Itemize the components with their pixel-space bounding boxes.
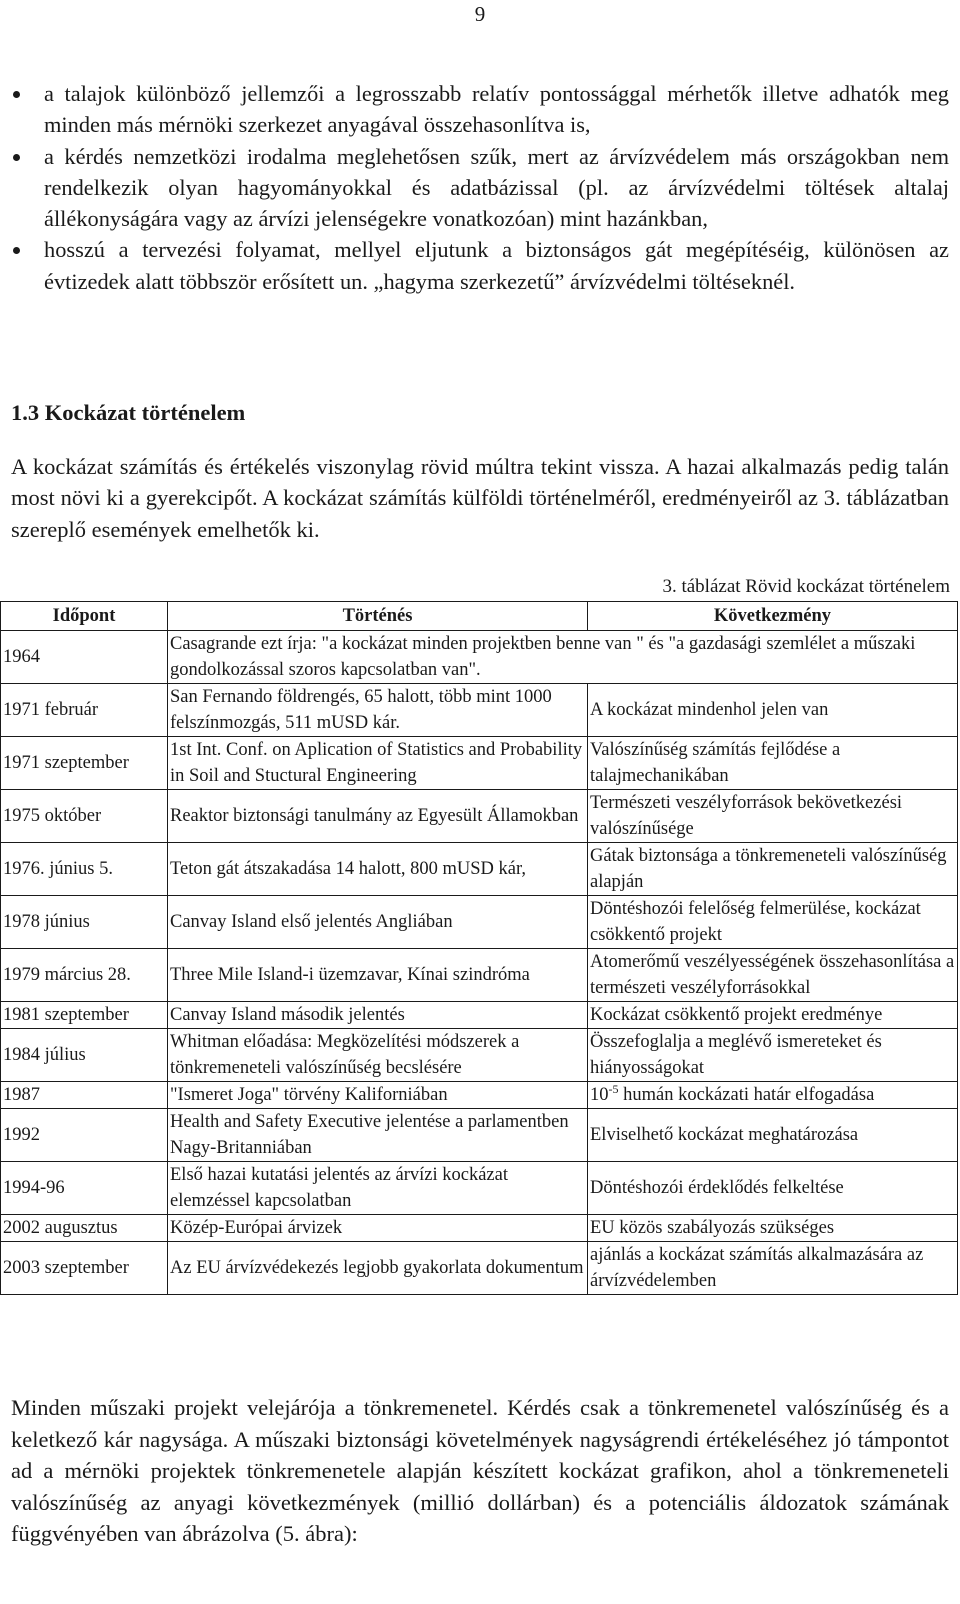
bullet-item: a talajok különböző jellemzői a legrosszabb relatív pontossággal mérhetők illetve adhatók meg minden más mérnöki szerkezet anyagával összehasonlítva is, [0, 78, 960, 141]
table-row [1, 896, 958, 949]
table-row [1, 1082, 958, 1109]
event-cell: Az EU árvízvédekezés legjobb gyakorlata dokumentum [168, 1242, 588, 1295]
event-cell: 1st Int. Conf. on Aplication of Statistics and Probability in Soil and Stuctural Engineering [168, 737, 588, 790]
page-number: 9 [474, 2, 486, 26]
date-cell: 1971 február [1, 684, 168, 737]
event-cell: Casagrande ezt írja: "a kockázat minden projektben benne van " és "a gazdasági szemlélet a műszaki gondolkozással szoros kapcsolatban van". [168, 631, 958, 684]
table-row [1, 790, 958, 843]
table-row [1, 737, 958, 790]
closing-paragraph: Minden műszaki projekt velejárója a tönkremenetel. Kérdés csak a tönkremenetel valószínűség és a keletkező kár nagysága. A műszaki biztonsági követelmények nagyságrendi értékeléséhez jó támpontot ad a mérnöki projektek tönkremenetele alapján készített kockázat grafikon, ahol a tönkremeneteli valószínűség az anyagi következmények (millió dollárban) és a potenciális áldozatok számának függvényében van ábrázolva (5. ábra): [11, 1395, 949, 1546]
date-cell: 1981 szeptember [1, 1002, 168, 1029]
date-cell: 2003 szeptember [1, 1242, 168, 1295]
consequence-cell [588, 1082, 958, 1109]
consequence-cell: Kockázat csökkentő projekt eredménye [588, 1002, 958, 1029]
table-row [1, 1242, 958, 1295]
header-event: Történés [168, 602, 588, 631]
consequence-cell: EU közös szabályozás szükséges [588, 1215, 958, 1242]
header-date: Időpont [1, 602, 168, 631]
event-cell: "Ismeret Joga" törvény Kaliforniában [168, 1082, 588, 1109]
table-header-row [1, 602, 958, 631]
bullet-list [0, 78, 960, 297]
table-row [1, 949, 958, 1002]
date-cell: 2002 augusztus [1, 1215, 168, 1242]
consequence-cell: Gátak biztonsága a tönkremeneteli valószínűség alapján [588, 843, 958, 896]
event-cell: San Fernando földrengés, 65 halott, több mint 1000 felszínmozgás, 511 mUSD kár. [168, 684, 588, 737]
section-heading: 1.3 Kockázat történelem [11, 400, 246, 425]
event-cell: Three Mile Island-i üzemzavar, Kínai szindróma [168, 949, 588, 1002]
table-row [1, 1215, 958, 1242]
table-row [1, 631, 958, 684]
consequence-cell: Összefoglalja a meglévő ismereteket és hiányosságokat [588, 1029, 958, 1082]
table-caption: 3. táblázat Rövid kockázat történelem [662, 576, 950, 597]
event-cell: Whitman előadása: Megközelítési módszerek a tönkremeneteli valószínűség becslésére [168, 1029, 588, 1082]
event-cell: Első hazai kutatási jelentés az árvízi kockázat elemzéssel kapcsolatban [168, 1162, 588, 1215]
event-cell: Canvay Island második jelentés [168, 1002, 588, 1029]
consequence-exponent: -5 [608, 1081, 619, 1096]
consequence-base: 10 [590, 1085, 609, 1105]
date-cell: 1976. június 5. [1, 843, 168, 896]
consequence-cell: A kockázat mindenhol jelen van [588, 684, 958, 737]
consequence-cell: Döntéshozói érdeklődés felkeltése [588, 1162, 958, 1215]
date-cell: 1971 szeptember [1, 737, 168, 790]
event-cell: Reaktor biztonsági tanulmány az Egyesült Államokban [168, 790, 588, 843]
date-cell: 1987 [1, 1082, 168, 1109]
date-cell: 1979 március 28. [1, 949, 168, 1002]
event-cell: Health and Safety Executive jelentése a parlamentben Nagy-Britanniában [168, 1109, 588, 1162]
table-row [1, 1162, 958, 1215]
event-cell: Közép-Európai árvizek [168, 1215, 588, 1242]
table-row [1, 1029, 958, 1082]
consequence-cell: Atomerőmű veszélyességének összehasonlítása a természeti veszélyforrásokkal [588, 949, 958, 1002]
table-row [1, 843, 958, 896]
intro-paragraph: A kockázat számítás és értékelés viszonylag rövid múltra tekint vissza. A hazai alkalmazás pedig talán most növi ki a gyerekcipőt. A kockázat számítás külföldi történelméről, eredményeiről az 3. táblázatban szereplő események emelhetők ki. [11, 454, 949, 542]
history-table [0, 601, 958, 1295]
table-row [1, 1002, 958, 1029]
date-cell: 1994-96 [1, 1162, 168, 1215]
consequence-cell: ajánlás a kockázat számítás alkalmazására az árvízvédelemben [588, 1242, 958, 1295]
event-cell: Canvay Island első jelentés Angliában [168, 896, 588, 949]
consequence-cell: Valószínűség számítás fejlődése a talajmechanikában [588, 737, 958, 790]
table-row [1, 1109, 958, 1162]
bullet-item: a kérdés nemzetközi irodalma meglehetősen szűk, mert az árvízvédelem más országokban nem rendelkezik olyan hagyományokkal és adatbázissal (pl. az árvízvédelmi töltések altalaj állékonyságára vagy az árvízi jelenségekre vonatkozóan) mint hazánkban, [0, 141, 960, 235]
consequence-cell: Természeti veszélyforrások bekövetkezési valószínűsége [588, 790, 958, 843]
consequence-cell: Elviselhető kockázat meghatározása [588, 1109, 958, 1162]
header-consequence: Következmény [588, 602, 958, 631]
date-cell: 1964 [1, 631, 168, 684]
consequence-cell: Döntéshozói felelőség felmerülése, kockázat csökkentő projekt [588, 896, 958, 949]
date-cell: 1984 július [1, 1029, 168, 1082]
date-cell: 1992 [1, 1109, 168, 1162]
bullet-item: hosszú a tervezési folyamat, mellyel eljutunk a biztonságos gát megépítéséig, különösen az évtizedek alatt többször erősített un. „hagyma szerkezetű” árvízvédelmi töltéseknél. [0, 234, 960, 297]
table-row [1, 684, 958, 737]
date-cell: 1978 június [1, 896, 168, 949]
event-cell: Teton gát átszakadása 14 halott, 800 mUSD kár, [168, 843, 588, 896]
consequence-text: humán kockázati határ elfogadása [618, 1085, 875, 1105]
date-cell: 1975 október [1, 790, 168, 843]
